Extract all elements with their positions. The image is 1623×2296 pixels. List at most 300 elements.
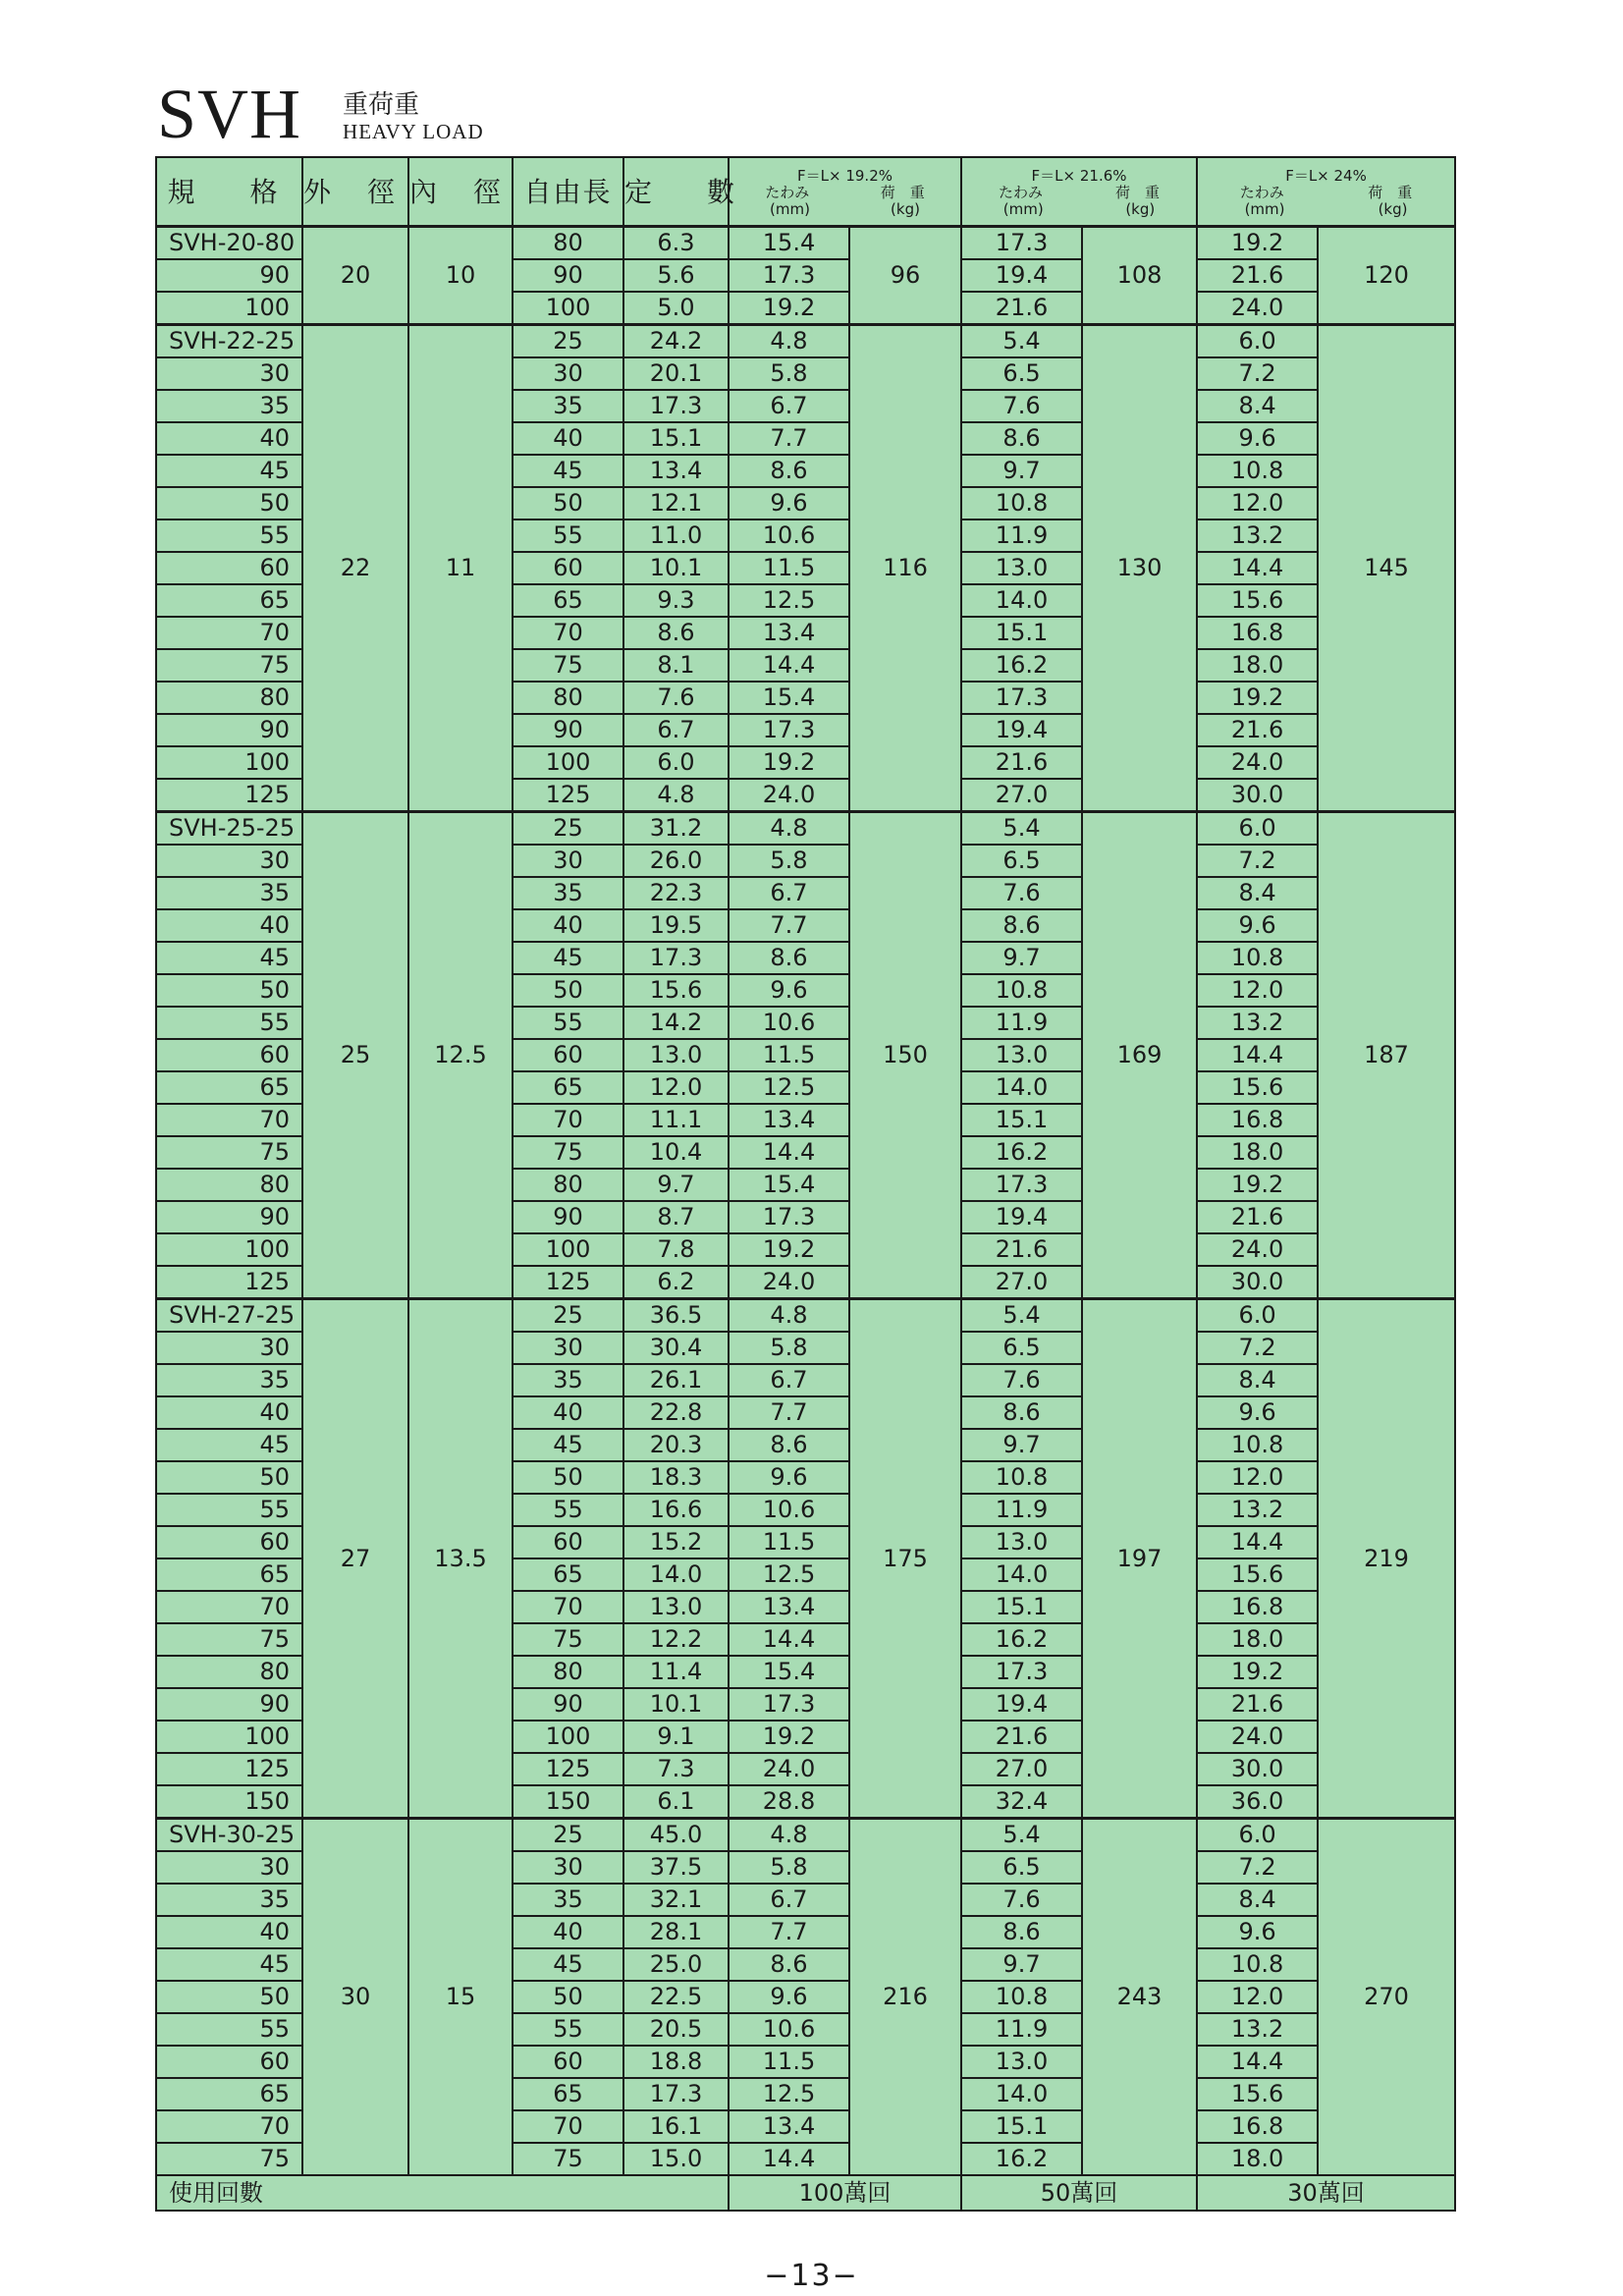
deflection-3-cell: 9.6 [1197, 1396, 1318, 1429]
deflection-1-cell: 17.3 [729, 1201, 849, 1233]
deflection-3-cell: 6.0 [1197, 325, 1318, 358]
deflection-3-cell: 21.6 [1197, 259, 1318, 292]
deflection-3-cell: 14.4 [1197, 552, 1318, 584]
deflection-2-cell: 32.4 [961, 1785, 1082, 1819]
model-cell: 75 [156, 2143, 302, 2175]
title-jp: 重荷重 [343, 90, 420, 120]
deflection-2-cell: 5.4 [961, 1819, 1082, 1852]
model-cell: 80 [156, 1656, 302, 1688]
model-cell: 75 [156, 1136, 302, 1169]
constant-cell: 12.1 [623, 487, 729, 519]
free-length-cell: 35 [513, 877, 623, 909]
deflection-3-cell: 18.0 [1197, 1623, 1318, 1656]
model-cell: 30 [156, 845, 302, 877]
inner-diameter-cell: 11 [408, 325, 513, 812]
free-length-cell: 65 [513, 584, 623, 617]
constant-cell: 11.0 [623, 519, 729, 552]
deflection-3-cell: 16.8 [1197, 2110, 1318, 2143]
free-length-cell: 60 [513, 1526, 623, 1558]
free-length-cell: 65 [513, 1071, 623, 1104]
free-length-cell: 75 [513, 649, 623, 682]
deflection-2-cell: 7.6 [961, 877, 1082, 909]
deflection-2-cell: 6.5 [961, 1851, 1082, 1884]
deflection-3-cell: 14.4 [1197, 1526, 1318, 1558]
constant-cell: 15.1 [623, 422, 729, 455]
inner-diameter-cell: 10 [408, 227, 513, 325]
free-length-cell: 50 [513, 1981, 623, 2013]
model-cell: 100 [156, 292, 302, 325]
header-group-2: F＝L× 21.6% たわみ 荷 重 (mm) (kg) [961, 157, 1197, 227]
deflection-1-cell: 6.7 [729, 390, 849, 422]
load-3-cell: 219 [1318, 1299, 1455, 1819]
deflection-1-cell: 12.5 [729, 584, 849, 617]
constant-cell: 37.5 [623, 1851, 729, 1884]
deflection-1-cell: 12.5 [729, 1071, 849, 1104]
deflection-2-cell: 11.9 [961, 1494, 1082, 1526]
deflection-1-cell: 11.5 [729, 552, 849, 584]
free-length-cell: 75 [513, 1623, 623, 1656]
deflection-2-cell: 10.8 [961, 1981, 1082, 2013]
header-spec: 規 格 [156, 157, 302, 227]
footer-cycles-1: 100萬回 [729, 2175, 961, 2211]
constant-cell: 12.0 [623, 1071, 729, 1104]
deflection-1-cell: 13.4 [729, 617, 849, 649]
constant-cell: 31.2 [623, 812, 729, 846]
deflection-1-cell: 9.6 [729, 974, 849, 1007]
model-cell: SVH-25-25 [156, 812, 302, 846]
constant-cell: 16.1 [623, 2110, 729, 2143]
model-cell: 100 [156, 746, 302, 779]
deflection-3-cell: 13.2 [1197, 1494, 1318, 1526]
free-length-cell: 80 [513, 682, 623, 714]
deflection-3-cell: 13.2 [1197, 1007, 1318, 1039]
model-cell: SVH-20-80 [156, 227, 302, 260]
model-cell: 35 [156, 877, 302, 909]
deflection-3-cell: 24.0 [1197, 746, 1318, 779]
deflection-2-cell: 17.3 [961, 227, 1082, 260]
header-inner: 內 徑 [408, 157, 513, 227]
deflection-2-cell: 21.6 [961, 1233, 1082, 1266]
constant-cell: 9.1 [623, 1721, 729, 1753]
header-outer: 外 徑 [302, 157, 408, 227]
deflection-2-cell: 15.1 [961, 1591, 1082, 1623]
constant-cell: 6.2 [623, 1266, 729, 1299]
deflection-1-cell: 14.4 [729, 1136, 849, 1169]
constant-cell: 8.6 [623, 617, 729, 649]
constant-cell: 18.8 [623, 2046, 729, 2078]
deflection-2-cell: 21.6 [961, 746, 1082, 779]
free-length-cell: 25 [513, 812, 623, 846]
deflection-1-cell: 14.4 [729, 1623, 849, 1656]
constant-cell: 15.2 [623, 1526, 729, 1558]
deflection-3-cell: 6.0 [1197, 1819, 1318, 1852]
deflection-3-cell: 13.2 [1197, 2013, 1318, 2046]
constant-cell: 19.5 [623, 909, 729, 942]
deflection-1-cell: 8.6 [729, 942, 849, 974]
free-length-cell: 35 [513, 1884, 623, 1916]
free-length-cell: 30 [513, 1851, 623, 1884]
free-length-cell: 50 [513, 1461, 623, 1494]
footer-row [156, 2175, 1455, 2211]
deflection-2-cell: 21.6 [961, 1721, 1082, 1753]
deflection-3-cell: 30.0 [1197, 1753, 1318, 1785]
deflection-3-cell: 9.6 [1197, 1916, 1318, 1948]
constant-cell: 45.0 [623, 1819, 729, 1852]
deflection-1-cell: 5.8 [729, 845, 849, 877]
model-cell: 55 [156, 519, 302, 552]
table-row [156, 325, 1455, 358]
free-length-cell: 150 [513, 1785, 623, 1819]
deflection-3-cell: 24.0 [1197, 292, 1318, 325]
deflection-2-cell: 17.3 [961, 1656, 1082, 1688]
deflection-1-cell: 4.8 [729, 812, 849, 846]
constant-cell: 10.1 [623, 1688, 729, 1721]
deflection-1-cell: 6.7 [729, 1364, 849, 1396]
deflection-2-cell: 9.7 [961, 1948, 1082, 1981]
title-en: HEAVY LOAD [343, 120, 484, 143]
footer-label: 使用回數 [156, 2175, 729, 2211]
deflection-3-cell: 16.8 [1197, 617, 1318, 649]
deflection-3-cell: 12.0 [1197, 1461, 1318, 1494]
constant-cell: 10.1 [623, 552, 729, 584]
deflection-3-cell: 10.8 [1197, 1948, 1318, 1981]
page-header [157, 69, 484, 153]
constant-cell: 22.3 [623, 877, 729, 909]
load-3-cell: 187 [1318, 812, 1455, 1299]
deflection-3-cell: 14.4 [1197, 1039, 1318, 1071]
deflection-1-cell: 7.7 [729, 422, 849, 455]
free-length-cell: 70 [513, 1104, 623, 1136]
free-length-cell: 100 [513, 1233, 623, 1266]
deflection-3-cell: 12.0 [1197, 487, 1318, 519]
model-cell: 90 [156, 1201, 302, 1233]
deflection-1-cell: 11.5 [729, 1039, 849, 1071]
deflection-3-cell: 7.2 [1197, 1332, 1318, 1364]
deflection-1-cell: 4.8 [729, 1299, 849, 1333]
deflection-3-cell: 8.4 [1197, 1884, 1318, 1916]
deflection-2-cell: 9.7 [961, 1429, 1082, 1461]
constant-cell: 6.3 [623, 227, 729, 260]
constant-cell: 13.4 [623, 455, 729, 487]
free-length-cell: 35 [513, 390, 623, 422]
outer-diameter-cell: 20 [302, 227, 408, 325]
deflection-3-cell: 36.0 [1197, 1785, 1318, 1819]
free-length-cell: 80 [513, 1169, 623, 1201]
deflection-1-cell: 13.4 [729, 1104, 849, 1136]
load-2-cell: 197 [1082, 1299, 1197, 1819]
outer-diameter-cell: 27 [302, 1299, 408, 1819]
deflection-3-cell: 19.2 [1197, 1169, 1318, 1201]
model-cell: 75 [156, 1623, 302, 1656]
outer-diameter-cell: 22 [302, 325, 408, 812]
free-length-cell: 90 [513, 1201, 623, 1233]
deflection-3-cell: 12.0 [1197, 1981, 1318, 2013]
deflection-3-cell: 8.4 [1197, 390, 1318, 422]
deflection-1-cell: 12.5 [729, 1558, 849, 1591]
free-length-cell: 75 [513, 2143, 623, 2175]
spec-body [156, 227, 1455, 2176]
deflection-3-cell: 19.2 [1197, 682, 1318, 714]
deflection-2-cell: 27.0 [961, 1753, 1082, 1785]
load-1-cell: 116 [849, 325, 961, 812]
deflection-2-cell: 10.8 [961, 487, 1082, 519]
deflection-2-cell: 27.0 [961, 1266, 1082, 1299]
free-length-cell: 25 [513, 1299, 623, 1333]
free-length-cell: 90 [513, 714, 623, 746]
load-3-cell: 145 [1318, 325, 1455, 812]
constant-cell: 15.6 [623, 974, 729, 1007]
table-row [156, 1299, 1455, 1333]
free-length-cell: 100 [513, 292, 623, 325]
deflection-2-cell: 8.6 [961, 909, 1082, 942]
deflection-2-cell: 15.1 [961, 617, 1082, 649]
deflection-3-cell: 15.6 [1197, 2078, 1318, 2110]
deflection-2-cell: 9.7 [961, 942, 1082, 974]
constant-cell: 17.3 [623, 942, 729, 974]
table-row [156, 1819, 1455, 1852]
model-cell: 65 [156, 584, 302, 617]
deflection-3-cell: 7.2 [1197, 845, 1318, 877]
model-cell: 40 [156, 909, 302, 942]
series-code: SVH [157, 75, 302, 153]
deflection-1-cell: 9.6 [729, 1981, 849, 2013]
deflection-2-cell: 16.2 [961, 649, 1082, 682]
deflection-1-cell: 10.6 [729, 519, 849, 552]
free-length-cell: 125 [513, 779, 623, 812]
free-length-cell: 60 [513, 2046, 623, 2078]
constant-cell: 20.1 [623, 357, 729, 390]
free-length-cell: 30 [513, 357, 623, 390]
header-row [156, 157, 1455, 227]
deflection-1-cell: 19.2 [729, 292, 849, 325]
constant-cell: 30.4 [623, 1332, 729, 1364]
constant-cell: 4.8 [623, 779, 729, 812]
model-cell: 30 [156, 357, 302, 390]
deflection-2-cell: 6.5 [961, 1332, 1082, 1364]
free-length-cell: 100 [513, 746, 623, 779]
deflection-2-cell: 21.6 [961, 292, 1082, 325]
constant-cell: 26.0 [623, 845, 729, 877]
constant-cell: 22.5 [623, 1981, 729, 2013]
deflection-3-cell: 15.6 [1197, 1558, 1318, 1591]
free-length-cell: 45 [513, 1429, 623, 1461]
free-length-cell: 80 [513, 227, 623, 260]
deflection-1-cell: 17.3 [729, 1688, 849, 1721]
free-length-cell: 125 [513, 1753, 623, 1785]
model-cell: 80 [156, 682, 302, 714]
free-length-cell: 40 [513, 909, 623, 942]
model-cell: 45 [156, 1429, 302, 1461]
deflection-1-cell: 7.7 [729, 1396, 849, 1429]
deflection-1-cell: 14.4 [729, 649, 849, 682]
deflection-3-cell: 18.0 [1197, 2143, 1318, 2175]
deflection-3-cell: 18.0 [1197, 1136, 1318, 1169]
deflection-3-cell: 19.2 [1197, 227, 1318, 260]
deflection-3-cell: 24.0 [1197, 1721, 1318, 1753]
deflection-2-cell: 13.0 [961, 2046, 1082, 2078]
load-3-cell: 270 [1318, 1819, 1455, 2176]
deflection-2-cell: 6.5 [961, 845, 1082, 877]
deflection-2-cell: 5.4 [961, 812, 1082, 846]
free-length-cell: 30 [513, 845, 623, 877]
constant-cell: 13.0 [623, 1591, 729, 1623]
free-length-cell: 25 [513, 1819, 623, 1852]
deflection-2-cell: 16.2 [961, 1623, 1082, 1656]
free-length-cell: 75 [513, 1136, 623, 1169]
deflection-3-cell: 10.8 [1197, 455, 1318, 487]
constant-cell: 25.0 [623, 1948, 729, 1981]
model-cell: 90 [156, 714, 302, 746]
deflection-1-cell: 10.6 [729, 2013, 849, 2046]
deflection-3-cell: 12.0 [1197, 974, 1318, 1007]
constant-cell: 10.4 [623, 1136, 729, 1169]
load-1-cell: 216 [849, 1819, 961, 2176]
free-length-cell: 45 [513, 942, 623, 974]
free-length-cell: 40 [513, 1916, 623, 1948]
deflection-2-cell: 11.9 [961, 1007, 1082, 1039]
constant-cell: 17.3 [623, 390, 729, 422]
inner-diameter-cell: 12.5 [408, 812, 513, 1299]
model-cell: 125 [156, 1753, 302, 1785]
deflection-2-cell: 19.4 [961, 259, 1082, 292]
deflection-2-cell: 17.3 [961, 682, 1082, 714]
deflection-2-cell: 13.0 [961, 1526, 1082, 1558]
deflection-1-cell: 6.7 [729, 877, 849, 909]
load-2-cell: 169 [1082, 812, 1197, 1299]
deflection-2-cell: 19.4 [961, 1201, 1082, 1233]
constant-cell: 26.1 [623, 1364, 729, 1396]
deflection-3-cell: 6.0 [1197, 1299, 1318, 1333]
deflection-2-cell: 16.2 [961, 1136, 1082, 1169]
deflection-1-cell: 17.3 [729, 259, 849, 292]
constant-cell: 36.5 [623, 1299, 729, 1333]
model-cell: 45 [156, 455, 302, 487]
model-cell: 90 [156, 1688, 302, 1721]
constant-cell: 7.6 [623, 682, 729, 714]
deflection-1-cell: 14.4 [729, 2143, 849, 2175]
deflection-2-cell: 7.6 [961, 390, 1082, 422]
constant-cell: 11.4 [623, 1656, 729, 1688]
model-cell: 55 [156, 1007, 302, 1039]
constant-cell: 9.7 [623, 1169, 729, 1201]
constant-cell: 6.0 [623, 746, 729, 779]
deflection-1-cell: 15.4 [729, 682, 849, 714]
deflection-3-cell: 8.4 [1197, 877, 1318, 909]
deflection-1-cell: 17.3 [729, 714, 849, 746]
spec-table [155, 156, 1456, 2212]
model-cell: 30 [156, 1851, 302, 1884]
inner-diameter-cell: 13.5 [408, 1299, 513, 1819]
deflection-1-cell: 11.5 [729, 2046, 849, 2078]
constant-cell: 14.2 [623, 1007, 729, 1039]
footer-cycles-2: 50萬回 [961, 2175, 1197, 2211]
deflection-3-cell: 7.2 [1197, 357, 1318, 390]
deflection-1-cell: 19.2 [729, 1721, 849, 1753]
deflection-1-cell: 19.2 [729, 746, 849, 779]
constant-cell: 8.7 [623, 1201, 729, 1233]
model-cell: 40 [156, 1916, 302, 1948]
model-cell: 70 [156, 1591, 302, 1623]
deflection-1-cell: 4.8 [729, 1819, 849, 1852]
deflection-1-cell: 10.6 [729, 1007, 849, 1039]
constant-cell: 5.6 [623, 259, 729, 292]
deflection-2-cell: 15.1 [961, 2110, 1082, 2143]
model-cell: 60 [156, 552, 302, 584]
deflection-1-cell: 15.4 [729, 227, 849, 260]
deflection-3-cell: 19.2 [1197, 1656, 1318, 1688]
constant-cell: 18.3 [623, 1461, 729, 1494]
constant-cell: 22.8 [623, 1396, 729, 1429]
free-length-cell: 100 [513, 1721, 623, 1753]
free-length-cell: 40 [513, 422, 623, 455]
deflection-3-cell: 8.4 [1197, 1364, 1318, 1396]
model-cell: 60 [156, 1039, 302, 1071]
constant-cell: 20.5 [623, 2013, 729, 2046]
load-2-cell: 243 [1082, 1819, 1197, 2176]
deflection-3-cell: 9.6 [1197, 909, 1318, 942]
free-length-cell: 40 [513, 1396, 623, 1429]
deflection-2-cell: 9.7 [961, 455, 1082, 487]
deflection-3-cell: 15.6 [1197, 584, 1318, 617]
constant-cell: 20.3 [623, 1429, 729, 1461]
constant-cell: 7.8 [623, 1233, 729, 1266]
model-cell: 50 [156, 487, 302, 519]
free-length-cell: 55 [513, 1494, 623, 1526]
deflection-3-cell: 14.4 [1197, 2046, 1318, 2078]
model-cell: 50 [156, 1461, 302, 1494]
constant-cell: 28.1 [623, 1916, 729, 1948]
constant-cell: 8.1 [623, 649, 729, 682]
free-length-cell: 30 [513, 1332, 623, 1364]
deflection-1-cell: 10.6 [729, 1494, 849, 1526]
deflection-2-cell: 5.4 [961, 325, 1082, 358]
model-cell: 35 [156, 1364, 302, 1396]
deflection-3-cell: 21.6 [1197, 1688, 1318, 1721]
deflection-3-cell: 9.6 [1197, 422, 1318, 455]
deflection-1-cell: 24.0 [729, 1753, 849, 1785]
model-cell: 35 [156, 1884, 302, 1916]
header-group-1: F＝L× 19.2% たわみ 荷 重 (mm) (kg) [729, 157, 961, 227]
model-cell: 40 [156, 422, 302, 455]
model-cell: 70 [156, 617, 302, 649]
model-cell: 50 [156, 974, 302, 1007]
free-length-cell: 80 [513, 1656, 623, 1688]
model-cell: 70 [156, 1104, 302, 1136]
deflection-1-cell: 15.4 [729, 1169, 849, 1201]
model-cell: 125 [156, 1266, 302, 1299]
table-row [156, 812, 1455, 846]
constant-cell: 32.1 [623, 1884, 729, 1916]
free-length-cell: 35 [513, 1364, 623, 1396]
deflection-1-cell: 8.6 [729, 1429, 849, 1461]
deflection-1-cell: 13.4 [729, 2110, 849, 2143]
deflection-1-cell: 6.7 [729, 1884, 849, 1916]
deflection-2-cell: 7.6 [961, 1884, 1082, 1916]
free-length-cell: 50 [513, 487, 623, 519]
model-cell: 75 [156, 649, 302, 682]
free-length-cell: 70 [513, 2110, 623, 2143]
load-1-cell: 96 [849, 227, 961, 325]
load-2-cell: 130 [1082, 325, 1197, 812]
model-cell: 45 [156, 1948, 302, 1981]
deflection-1-cell: 4.8 [729, 325, 849, 358]
free-length-cell: 125 [513, 1266, 623, 1299]
constant-cell: 24.2 [623, 325, 729, 358]
deflection-3-cell: 16.8 [1197, 1591, 1318, 1623]
load-1-cell: 150 [849, 812, 961, 1299]
deflection-3-cell: 21.6 [1197, 1201, 1318, 1233]
model-cell: 60 [156, 2046, 302, 2078]
